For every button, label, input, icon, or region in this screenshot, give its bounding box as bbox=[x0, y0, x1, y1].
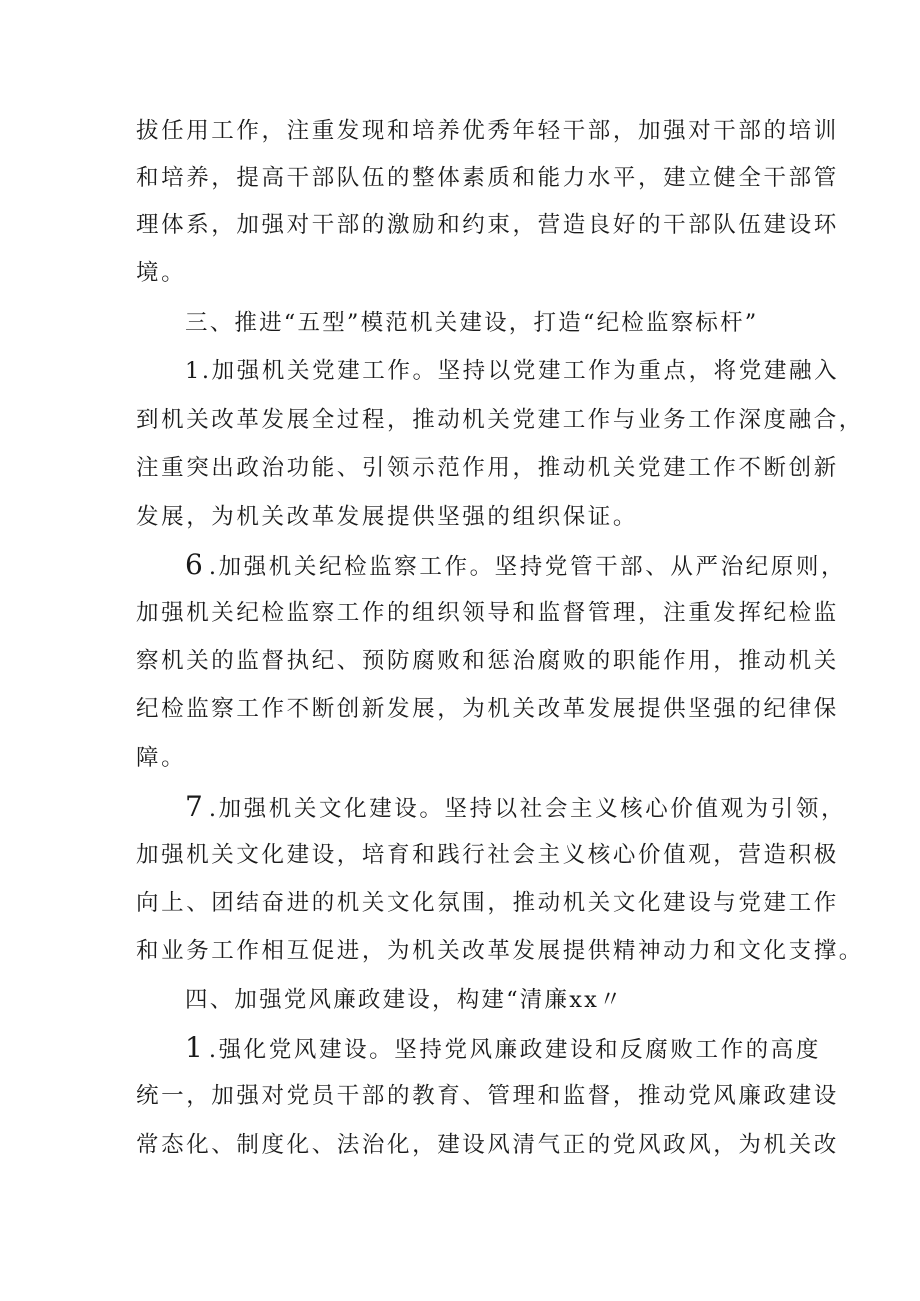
item-text: .加强机关文化建设。坚持以社会主义核心价值观为引领， bbox=[208, 796, 847, 822]
paragraph-line: 注重突出政治功能、引领示范作用，推动机关党建工作不断创新 bbox=[136, 455, 839, 481]
paragraph-line: 统一，加强对党员干部的教育、管理和监督，推动党风廉政建设 bbox=[136, 1083, 839, 1109]
paragraph-line: 障。 bbox=[136, 745, 187, 771]
paragraph-line: 和培养，提高干部队伍的整体素质和能力水平，建立健全干部管 bbox=[136, 165, 839, 191]
paragraph-line: 境。 bbox=[136, 260, 187, 286]
paragraph-line: 常态化、制度化、法治化，建设风清气正的党风政风，为机关改 bbox=[136, 1132, 839, 1158]
paragraph-line: 到机关改革发展全过程，推动机关党建工作与业务工作深度融合， bbox=[136, 407, 864, 433]
paragraph-line: 加强机关纪检监察工作的组织领导和监督管理，注重发挥纪检监 bbox=[136, 600, 839, 626]
paragraph-line: 察机关的监督执纪、预防腐败和惩治腐败的职能作用，推动机关 bbox=[136, 648, 839, 674]
list-item-first-line bbox=[185, 550, 846, 582]
paragraph-line: 和业务工作相互促进，为机关改革发展提供精神动力和文化支撑。 bbox=[136, 938, 864, 964]
paragraph-line: 向上、团结奋进的机关文化氛围，推动机关文化建设与党建工作 bbox=[136, 890, 839, 916]
section-heading-3: 三、推进“五型”模范机关建设，打造“纪检监察标杆” bbox=[185, 310, 759, 336]
item-number: 1 bbox=[185, 1031, 203, 1064]
paragraph-line: 加强机关文化建设，培育和践行社会主义核心价值观，营造积极 bbox=[136, 842, 839, 868]
paragraph-line: 拔任用工作，注重发现和培养优秀年轻干部，加强对干部的培训 bbox=[136, 118, 839, 144]
section-heading-4: 四、加强党风廉政建设，构建“清廉xx〃 bbox=[185, 987, 624, 1013]
paragraph-line: 纪检监察工作不断创新发展，为机关改革发展提供坚强的纪律保 bbox=[136, 696, 839, 722]
list-item-first-line bbox=[185, 792, 846, 824]
list-item-first-line bbox=[185, 1033, 821, 1065]
item-text: .加强机关纪检监察工作。坚持党管干部、从严治纪原则， bbox=[208, 554, 847, 580]
item-number: 7 bbox=[185, 790, 203, 823]
item-text: .强化党风建设。坚持党风廉政建设和反腐败工作的高度 bbox=[208, 1037, 821, 1063]
item-text: 加强机关党建工作。坚持以党建工作为重点，将党建融入 bbox=[211, 358, 840, 384]
item-number: 1. bbox=[185, 358, 212, 384]
paragraph-line: 理体系，加强对干部的激励和约束，营造良好的干部队伍建设环 bbox=[136, 212, 839, 238]
item-number: 6 bbox=[185, 548, 203, 581]
paragraph-line: 发展，为机关改革发展提供坚强的组织保证。 bbox=[136, 504, 639, 530]
list-item-first-line bbox=[185, 356, 839, 386]
